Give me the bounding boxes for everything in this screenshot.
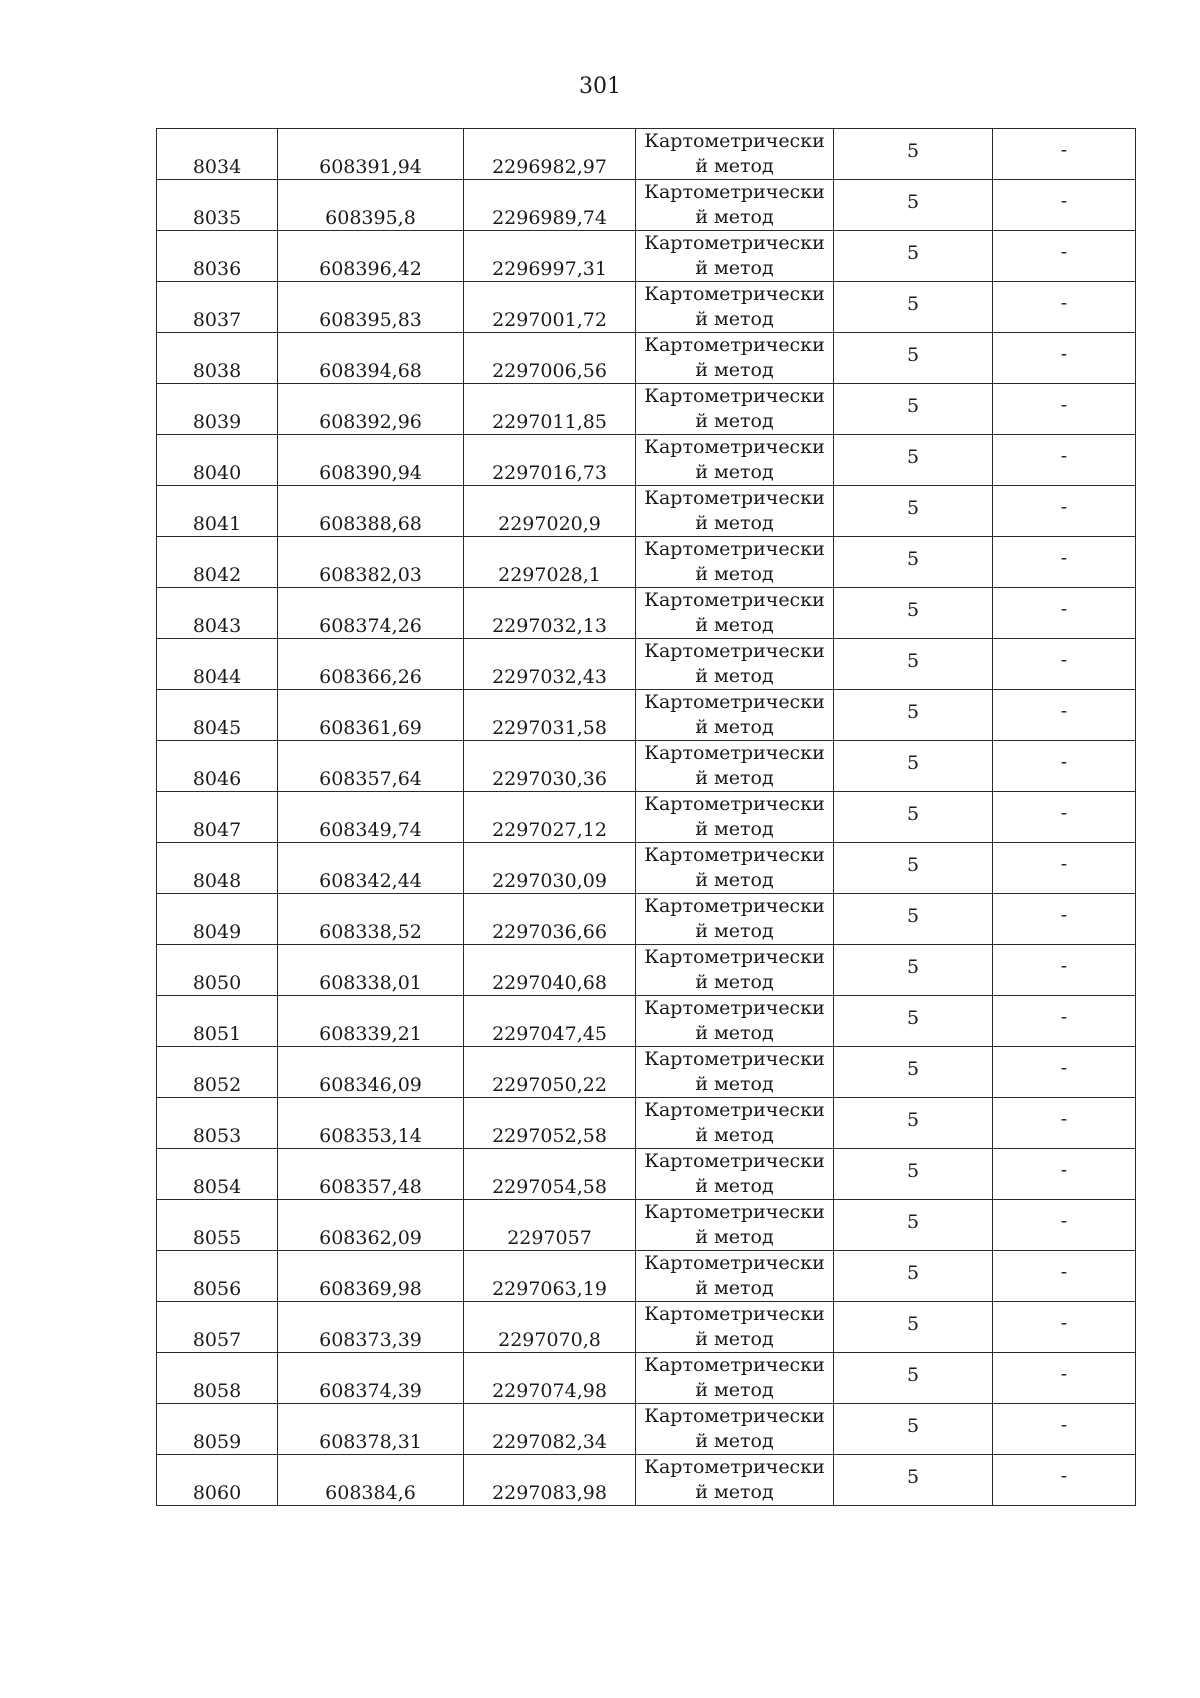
point-number-cell: 8054 <box>157 1149 278 1200</box>
note-cell: - <box>993 1251 1136 1302</box>
method-text-line2: й метод <box>695 1124 774 1146</box>
method-text-line1: Картометрически <box>644 487 825 509</box>
table-row <box>157 180 1136 231</box>
accuracy-cell: 5 <box>834 333 993 384</box>
method-text-line2: й метод <box>695 971 774 993</box>
y-coordinate-cell: 2297082,34 <box>464 1404 636 1455</box>
accuracy-cell: 5 <box>834 690 993 741</box>
x-coordinate-cell: 608373,39 <box>278 1302 464 1353</box>
x-coordinate-cell: 608357,48 <box>278 1149 464 1200</box>
method-text-line1: Картометрически <box>644 691 825 713</box>
y-coordinate-cell: 2297036,66 <box>464 894 636 945</box>
x-coordinate-cell: 608366,26 <box>278 639 464 690</box>
point-number-cell: 8038 <box>157 333 278 384</box>
y-coordinate-cell: 2297074,98 <box>464 1353 636 1404</box>
table-row <box>157 1353 1136 1404</box>
x-coordinate-cell: 608374,26 <box>278 588 464 639</box>
y-coordinate-cell: 2297027,12 <box>464 792 636 843</box>
y-coordinate-cell: 2297050,22 <box>464 1047 636 1098</box>
note-cell: - <box>993 333 1136 384</box>
point-number-cell: 8060 <box>157 1455 278 1506</box>
x-coordinate-cell: 608384,6 <box>278 1455 464 1506</box>
table-row <box>157 537 1136 588</box>
table-row <box>157 282 1136 333</box>
note-cell: - <box>993 1047 1136 1098</box>
accuracy-cell: 5 <box>834 945 993 996</box>
method-cell <box>636 333 834 384</box>
table-row <box>157 1455 1136 1506</box>
method-text-line2: й метод <box>695 257 774 279</box>
y-coordinate-cell: 2297032,13 <box>464 588 636 639</box>
method-cell <box>636 1047 834 1098</box>
method-text-line1: Картометрически <box>644 283 825 305</box>
method-text-line1: Картометрически <box>644 334 825 356</box>
x-coordinate-cell: 608338,52 <box>278 894 464 945</box>
note-cell: - <box>993 1149 1136 1200</box>
method-text-line2: й метод <box>695 1277 774 1299</box>
accuracy-cell: 5 <box>834 1353 993 1404</box>
method-cell <box>636 1455 834 1506</box>
method-text-line1: Картометрически <box>644 1048 825 1070</box>
table-row <box>157 333 1136 384</box>
table-row <box>157 435 1136 486</box>
method-cell <box>636 843 834 894</box>
method-text-line2: й метод <box>695 1379 774 1401</box>
accuracy-cell: 5 <box>834 1200 993 1251</box>
method-cell <box>636 1200 834 1251</box>
x-coordinate-cell: 608390,94 <box>278 435 464 486</box>
method-text-line2: й метод <box>695 308 774 330</box>
y-coordinate-cell: 2296982,97 <box>464 129 636 180</box>
note-cell: - <box>993 129 1136 180</box>
y-coordinate-cell: 2297070,8 <box>464 1302 636 1353</box>
method-text-line1: Картометрически <box>644 1099 825 1121</box>
x-coordinate-cell: 608349,74 <box>278 792 464 843</box>
method-text-line1: Картометрически <box>644 844 825 866</box>
method-text-line2: й метод <box>695 1022 774 1044</box>
point-number-cell: 8039 <box>157 384 278 435</box>
accuracy-cell: 5 <box>834 996 993 1047</box>
accuracy-cell: 5 <box>834 384 993 435</box>
point-number-cell: 8056 <box>157 1251 278 1302</box>
point-number-cell: 8041 <box>157 486 278 537</box>
y-coordinate-cell: 2297040,68 <box>464 945 636 996</box>
method-cell <box>636 282 834 333</box>
point-number-cell: 8043 <box>157 588 278 639</box>
x-coordinate-cell: 608361,69 <box>278 690 464 741</box>
y-coordinate-cell: 2297030,36 <box>464 741 636 792</box>
x-coordinate-cell: 608369,98 <box>278 1251 464 1302</box>
y-coordinate-cell: 2297001,72 <box>464 282 636 333</box>
method-text-line1: Картометрически <box>644 1456 825 1478</box>
method-cell <box>636 894 834 945</box>
point-number-cell: 8040 <box>157 435 278 486</box>
x-coordinate-cell: 608374,39 <box>278 1353 464 1404</box>
method-cell <box>636 435 834 486</box>
method-text-line1: Картометрически <box>644 130 825 152</box>
x-coordinate-cell: 608378,31 <box>278 1404 464 1455</box>
y-coordinate-cell: 2296989,74 <box>464 180 636 231</box>
coordinates-table-body <box>157 129 1136 1506</box>
method-text-line1: Картометрически <box>644 589 825 611</box>
method-text-line2: й метод <box>695 716 774 738</box>
accuracy-cell: 5 <box>834 639 993 690</box>
y-coordinate-cell: 2297083,98 <box>464 1455 636 1506</box>
x-coordinate-cell: 608346,09 <box>278 1047 464 1098</box>
x-coordinate-cell: 608395,83 <box>278 282 464 333</box>
method-cell <box>636 180 834 231</box>
method-text-line2: й метод <box>695 614 774 636</box>
method-cell <box>636 231 834 282</box>
method-text-line1: Картометрически <box>644 1150 825 1172</box>
note-cell: - <box>993 792 1136 843</box>
note-cell: - <box>993 843 1136 894</box>
note-cell: - <box>993 231 1136 282</box>
y-coordinate-cell: 2297016,73 <box>464 435 636 486</box>
x-coordinate-cell: 608342,44 <box>278 843 464 894</box>
method-text-line2: й метод <box>695 155 774 177</box>
method-text-line2: й метод <box>695 869 774 891</box>
point-number-cell: 8049 <box>157 894 278 945</box>
point-number-cell: 8035 <box>157 180 278 231</box>
point-number-cell: 8037 <box>157 282 278 333</box>
note-cell: - <box>993 945 1136 996</box>
method-text-line2: й метод <box>695 1073 774 1095</box>
method-text-line1: Картометрически <box>644 1354 825 1376</box>
method-text-line2: й метод <box>695 818 774 840</box>
method-text-line1: Картометрически <box>644 181 825 203</box>
point-number-cell: 8036 <box>157 231 278 282</box>
accuracy-cell: 5 <box>834 588 993 639</box>
x-coordinate-cell: 608339,21 <box>278 996 464 1047</box>
y-coordinate-cell: 2297031,58 <box>464 690 636 741</box>
note-cell: - <box>993 537 1136 588</box>
method-cell <box>636 588 834 639</box>
table-row <box>157 996 1136 1047</box>
x-coordinate-cell: 608391,94 <box>278 129 464 180</box>
method-text-line1: Картометрически <box>644 742 825 764</box>
method-text-line2: й метод <box>695 512 774 534</box>
x-coordinate-cell: 608357,64 <box>278 741 464 792</box>
method-text-line2: й метод <box>695 563 774 585</box>
accuracy-cell: 5 <box>834 231 993 282</box>
method-text-line2: й метод <box>695 1328 774 1350</box>
note-cell: - <box>993 894 1136 945</box>
note-cell: - <box>993 741 1136 792</box>
x-coordinate-cell: 608394,68 <box>278 333 464 384</box>
note-cell: - <box>993 384 1136 435</box>
x-coordinate-cell: 608382,03 <box>278 537 464 588</box>
accuracy-cell: 5 <box>834 1098 993 1149</box>
method-text-line1: Картометрически <box>644 895 825 917</box>
y-coordinate-cell: 2297063,19 <box>464 1251 636 1302</box>
method-cell <box>636 486 834 537</box>
table-row <box>157 792 1136 843</box>
method-text-line2: й метод <box>695 1481 774 1503</box>
table-row <box>157 486 1136 537</box>
accuracy-cell: 5 <box>834 1047 993 1098</box>
method-text-line1: Картометрически <box>644 1252 825 1274</box>
point-number-cell: 8055 <box>157 1200 278 1251</box>
point-number-cell: 8053 <box>157 1098 278 1149</box>
method-cell <box>636 792 834 843</box>
accuracy-cell: 5 <box>834 1455 993 1506</box>
method-text-line1: Картометрически <box>644 640 825 662</box>
y-coordinate-cell: 2297028,1 <box>464 537 636 588</box>
accuracy-cell: 5 <box>834 1302 993 1353</box>
accuracy-cell: 5 <box>834 282 993 333</box>
accuracy-cell: 5 <box>834 894 993 945</box>
table-row <box>157 1098 1136 1149</box>
point-number-cell: 8051 <box>157 996 278 1047</box>
accuracy-cell: 5 <box>834 1404 993 1455</box>
method-cell <box>636 996 834 1047</box>
method-cell <box>636 690 834 741</box>
method-text-line2: й метод <box>695 1430 774 1452</box>
method-cell <box>636 639 834 690</box>
point-number-cell: 8058 <box>157 1353 278 1404</box>
y-coordinate-cell: 2296997,31 <box>464 231 636 282</box>
y-coordinate-cell: 2297047,45 <box>464 996 636 1047</box>
x-coordinate-cell: 608395,8 <box>278 180 464 231</box>
x-coordinate-cell: 608388,68 <box>278 486 464 537</box>
method-cell <box>636 1302 834 1353</box>
method-text-line1: Картометрически <box>644 1303 825 1325</box>
method-text-line1: Картометрически <box>644 232 825 254</box>
method-text-line2: й метод <box>695 461 774 483</box>
point-number-cell: 8046 <box>157 741 278 792</box>
note-cell: - <box>993 1404 1136 1455</box>
method-cell <box>636 1251 834 1302</box>
x-coordinate-cell: 608396,42 <box>278 231 464 282</box>
method-cell <box>636 537 834 588</box>
table-row <box>157 843 1136 894</box>
note-cell: - <box>993 282 1136 333</box>
note-cell: - <box>993 1200 1136 1251</box>
accuracy-cell: 5 <box>834 792 993 843</box>
method-text-line1: Картометрически <box>644 436 825 458</box>
table-row <box>157 384 1136 435</box>
method-text-line2: й метод <box>695 665 774 687</box>
point-number-cell: 8044 <box>157 639 278 690</box>
method-text-line2: й метод <box>695 1226 774 1248</box>
x-coordinate-cell: 608338,01 <box>278 945 464 996</box>
method-cell <box>636 1149 834 1200</box>
y-coordinate-cell: 2297057 <box>464 1200 636 1251</box>
point-number-cell: 8048 <box>157 843 278 894</box>
accuracy-cell: 5 <box>834 843 993 894</box>
method-text-line1: Картометрически <box>644 385 825 407</box>
accuracy-cell: 5 <box>834 1149 993 1200</box>
accuracy-cell: 5 <box>834 486 993 537</box>
accuracy-cell: 5 <box>834 741 993 792</box>
note-cell: - <box>993 435 1136 486</box>
table-row <box>157 1404 1136 1455</box>
point-number-cell: 8052 <box>157 1047 278 1098</box>
y-coordinate-cell: 2297006,56 <box>464 333 636 384</box>
page-number: 301 <box>579 74 621 99</box>
method-text-line2: й метод <box>695 359 774 381</box>
table-row <box>157 1251 1136 1302</box>
note-cell: - <box>993 180 1136 231</box>
method-text-line1: Картометрически <box>644 1201 825 1223</box>
table-row <box>157 690 1136 741</box>
note-cell: - <box>993 588 1136 639</box>
note-cell: - <box>993 690 1136 741</box>
point-number-cell: 8042 <box>157 537 278 588</box>
x-coordinate-cell: 608362,09 <box>278 1200 464 1251</box>
y-coordinate-cell: 2297030,09 <box>464 843 636 894</box>
table-row <box>157 588 1136 639</box>
x-coordinate-cell: 608392,96 <box>278 384 464 435</box>
accuracy-cell: 5 <box>834 1251 993 1302</box>
y-coordinate-cell: 2297011,85 <box>464 384 636 435</box>
y-coordinate-cell: 2297020,9 <box>464 486 636 537</box>
table-row <box>157 1047 1136 1098</box>
method-cell <box>636 945 834 996</box>
coordinates-table <box>156 128 1136 1506</box>
accuracy-cell: 5 <box>834 537 993 588</box>
point-number-cell: 8059 <box>157 1404 278 1455</box>
table-row <box>157 231 1136 282</box>
method-text-line1: Картометрически <box>644 793 825 815</box>
method-text-line2: й метод <box>695 410 774 432</box>
table-row <box>157 639 1136 690</box>
method-cell <box>636 741 834 792</box>
table-row <box>157 1149 1136 1200</box>
note-cell: - <box>993 486 1136 537</box>
y-coordinate-cell: 2297032,43 <box>464 639 636 690</box>
method-cell <box>636 384 834 435</box>
table-row <box>157 741 1136 792</box>
note-cell: - <box>993 996 1136 1047</box>
point-number-cell: 8050 <box>157 945 278 996</box>
method-text-line2: й метод <box>695 767 774 789</box>
method-text-line1: Картометрически <box>644 946 825 968</box>
method-cell <box>636 1353 834 1404</box>
table-row <box>157 1200 1136 1251</box>
table-row <box>157 129 1136 180</box>
y-coordinate-cell: 2297054,58 <box>464 1149 636 1200</box>
x-coordinate-cell: 608353,14 <box>278 1098 464 1149</box>
table-row <box>157 1302 1136 1353</box>
accuracy-cell: 5 <box>834 129 993 180</box>
note-cell: - <box>993 639 1136 690</box>
point-number-cell: 8045 <box>157 690 278 741</box>
y-coordinate-cell: 2297052,58 <box>464 1098 636 1149</box>
point-number-cell: 8047 <box>157 792 278 843</box>
note-cell: - <box>993 1302 1136 1353</box>
table-row <box>157 945 1136 996</box>
table-row <box>157 894 1136 945</box>
accuracy-cell: 5 <box>834 435 993 486</box>
point-number-cell: 8034 <box>157 129 278 180</box>
method-text-line1: Картометрически <box>644 538 825 560</box>
method-cell <box>636 1404 834 1455</box>
note-cell: - <box>993 1098 1136 1149</box>
method-text-line2: й метод <box>695 206 774 228</box>
note-cell: - <box>993 1455 1136 1506</box>
method-text-line2: й метод <box>695 920 774 942</box>
method-cell <box>636 1098 834 1149</box>
accuracy-cell: 5 <box>834 180 993 231</box>
method-cell <box>636 129 834 180</box>
method-text-line2: й метод <box>695 1175 774 1197</box>
point-number-cell: 8057 <box>157 1302 278 1353</box>
note-cell: - <box>993 1353 1136 1404</box>
method-text-line1: Картометрически <box>644 997 825 1019</box>
method-text-line1: Картометрически <box>644 1405 825 1427</box>
